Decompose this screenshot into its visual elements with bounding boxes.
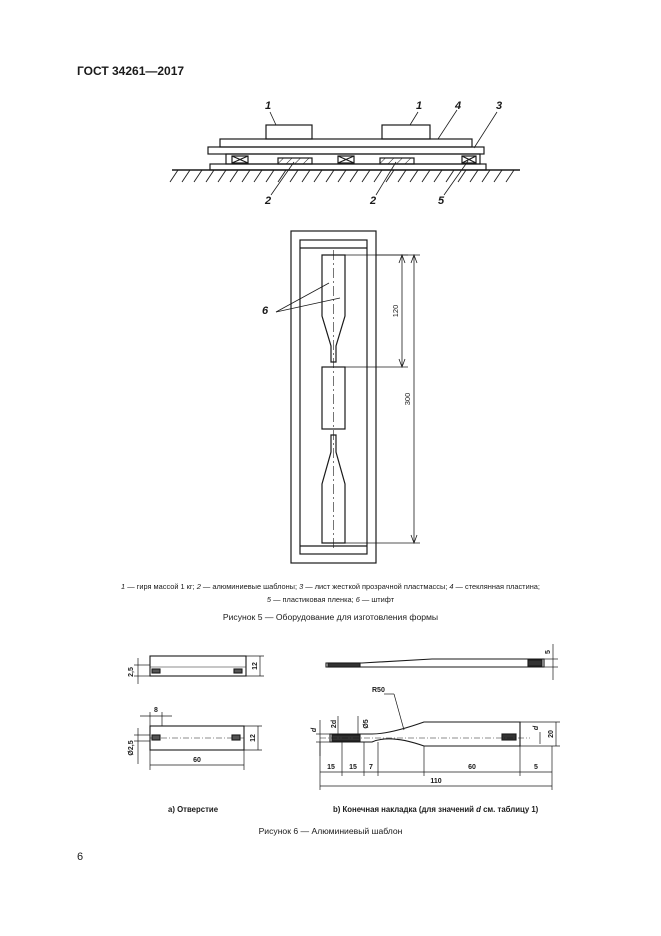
dim-b-7: 7 <box>369 764 373 771</box>
callout-6: 6 <box>262 305 269 317</box>
dim-b-2d: 2d <box>331 719 338 729</box>
figure-6a-label: а) Отверстие <box>168 805 219 814</box>
figure-6b-label: b) Конечная накладка (для значений d см. таблицу 1) <box>333 805 539 814</box>
dim-b-110: 110 <box>430 778 442 785</box>
dim-b-d-left: d <box>311 727 318 733</box>
dim-a-2-5: 2,5 <box>128 667 135 677</box>
figure-5-legend-line-2: 5 — пластиковая пленка; 6 — штифт <box>266 595 395 604</box>
figure-5-caption: Рисунок 5 — Оборудование для изготовления формы <box>222 612 439 622</box>
figure-5-legend-line-1: 1 — гиря массой 1 кг; 2 — алюминиевые шаблоны; 3 — лист жесткой прозрачной пластмассы; 4 — стеклянная пластина; <box>121 582 540 591</box>
dim-b-diameter-5: Ø5 <box>363 719 370 729</box>
dim-b-d-right: d <box>533 725 540 731</box>
dim-b-20: 20 <box>548 730 555 738</box>
figure-6-caption: Рисунок 6 — Алюминиевый шаблон <box>258 826 403 836</box>
callout-2-right: 2 <box>370 195 377 207</box>
callout-3: 3 <box>496 100 503 112</box>
end-tab-plan-view <box>330 719 520 746</box>
callout-1-right: 1 <box>416 100 423 112</box>
dim-b-5-thickness: 5 <box>545 650 552 654</box>
dim-b-15-a: 15 <box>327 764 335 771</box>
dim-b-r50: R50 <box>372 687 385 694</box>
page-number: 6 <box>77 851 84 863</box>
dim-a-diameter: Ø2,5 <box>128 740 135 756</box>
dim-b-60: 60 <box>468 764 476 771</box>
dim-300: 300 <box>403 392 412 406</box>
dim-a-8: 8 <box>154 707 158 714</box>
dim-b-5-end: 5 <box>534 764 538 771</box>
page-header: ГОСТ 34261—2017 <box>77 64 185 78</box>
callout-2-left: 2 <box>265 195 272 207</box>
hole-side-view <box>150 656 246 676</box>
dim-a-60: 60 <box>193 757 201 764</box>
callout-4: 4 <box>455 100 462 112</box>
dim-b-15-b: 15 <box>349 764 357 771</box>
callout-1-left: 1 <box>265 100 272 112</box>
dim-a-12-bottom: 12 <box>250 734 257 742</box>
dim-a-12-top: 12 <box>252 662 259 670</box>
callout-5: 5 <box>438 195 445 207</box>
dim-120: 120 <box>391 304 400 318</box>
